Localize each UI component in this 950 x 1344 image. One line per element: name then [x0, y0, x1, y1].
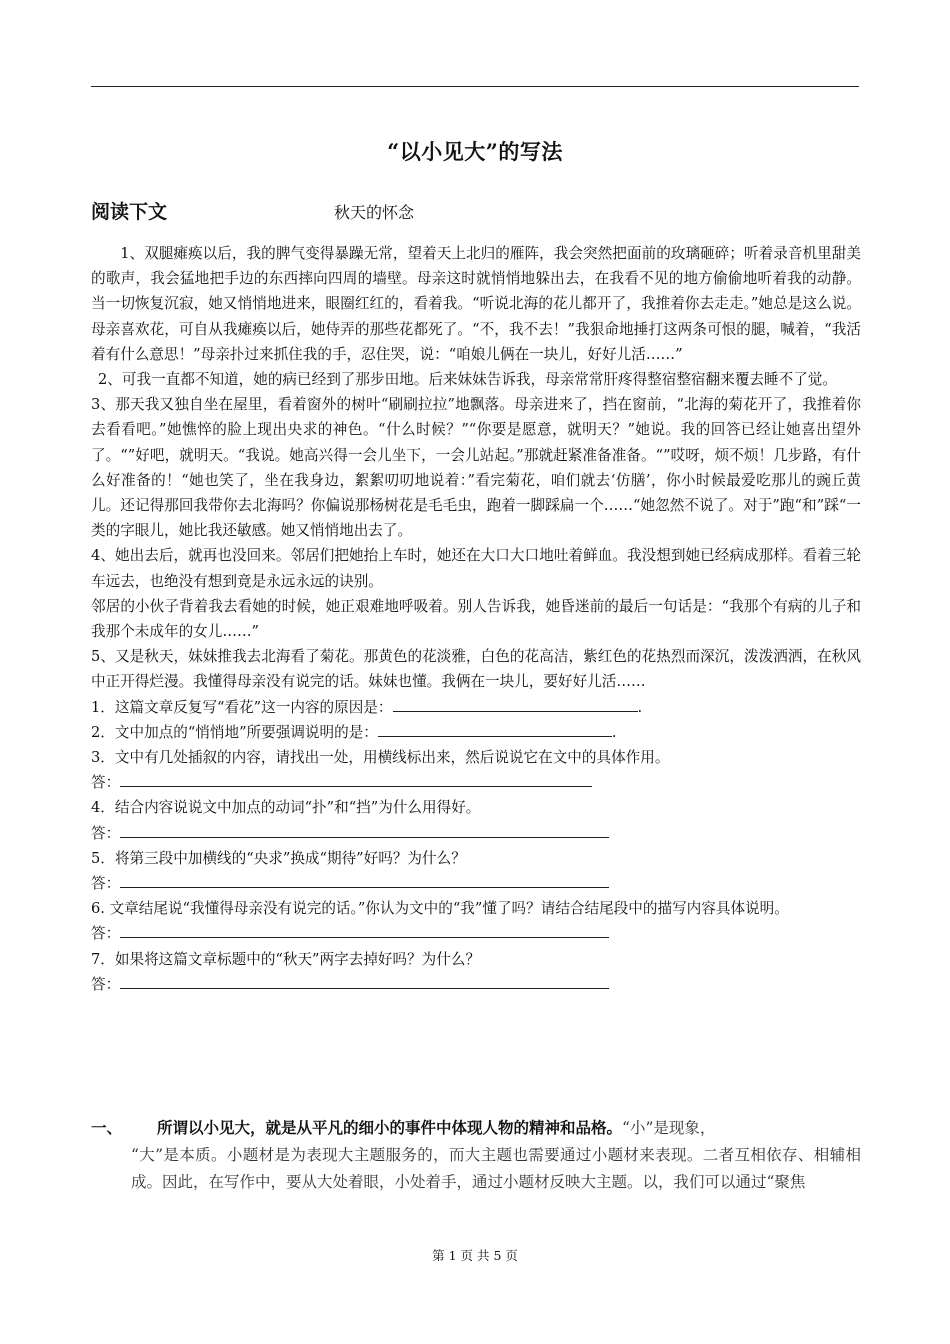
section-continuation: “大”是本质。小题材是为表现大主题服务的，而大主题也需要通过小题材来表现。二者互相依存、相辅相成。因此，在写作中，要从大处着眼，小处着手，通过小题材反映大主题。以，我们可以通过“聚焦: [131, 1146, 861, 1191]
question-1: [91, 695, 861, 720]
answer-blank-2[interactable]: [378, 722, 612, 737]
section-1-first-line: [91, 1114, 861, 1142]
page-title: “以小见大”的写法: [387, 139, 563, 164]
question-7: 7．如果将这篇文章标题中的“秋天”两字去掉好吗？为什么？: [91, 950, 481, 968]
question-3: 3．文中有几处插叙的内容，请找出一处，用横线标出来，然后说说它在文中的具体作用。: [91, 749, 670, 767]
answer-5-label: 答：: [91, 875, 121, 893]
section-number: 一、: [91, 1118, 123, 1137]
answer-3-label: 答：: [91, 774, 121, 792]
question-4: 4．结合内容说说文中加点的动词“扑”和“挡”为什么用得好。: [91, 799, 481, 817]
answer-6-row: [91, 921, 861, 946]
answer-blank-6[interactable]: [120, 923, 609, 938]
question-2: [91, 720, 861, 745]
header-rule: [91, 86, 859, 87]
paragraph-3: 3、那天我又独自坐在屋里，看着窗外的树叶“刷刷拉拉”地飘落。母亲进来了，挡在窗前，“北海的菊花开了，我推着你去看看吧。”她憔悴的脸上现出央求的神色。“什么时候？”“你要是愿意，就明天？”她说。我的回答已经让她喜出望外了。“”好吧，就明天。“我说。她高兴得一会儿坐下，一会儿站起。”那就赶紧准备准备。“”哎呀，烦不烦！几步路，有什么好准备的！“她也笑了，坐在我身边，絮絮叨叨地说着：”看完菊花，咱们就去‘仿膳’，你小时候最爱吃那儿的豌丘黄儿。还记得那回我带你去北海吗？你偏说那杨树花是毛毛虫，跑着一脚踩扁一个……“她忽然不说了。对于”跑“和”踩“一类的字眼儿，她比我还敏感。她又悄悄地出去了。: [91, 396, 861, 540]
answer-4-row: [91, 821, 861, 846]
answer-blank-5[interactable]: [120, 873, 609, 888]
question-6: 6. 文章结尾说“我懂得母亲没有说完的话。”你认为文中的“我”懂了吗？请结合结尾段中的描写内容具体说明。: [91, 900, 789, 918]
question-2-end: .: [611, 723, 617, 741]
essay-title: 秋天的怀念: [334, 203, 415, 222]
page-footer: 第 1 页 共 5 页: [432, 1248, 518, 1263]
answer-6-label: 答：: [91, 925, 121, 943]
reading-label: 阅读下文: [91, 201, 168, 223]
answer-blank-1[interactable]: [393, 697, 638, 712]
answer-blank-3[interactable]: [120, 772, 592, 787]
answer-3-row: [91, 770, 861, 795]
answer-5-row: [91, 871, 861, 896]
section-1: [91, 1114, 861, 1196]
paragraph-2: 2、可我一直都不知道，她的病已经到了那步田地。后来妹妹告诉我，母亲常常肝疼得整宿整宿翻来覆去睡不了觉。: [98, 371, 837, 389]
paragraph-1: 1、双腿瘫痪以后，我的脾气变得暴躁无常，望着天上北归的雁阵，我会突然把面前的玫璃砸碎；听着录音机里甜美的歌声，我会猛地把手边的东西摔向四周的墙壁。母亲这时就悄悄地躲出去，在我看不见的地方偷偷地听着我的动静。当一切恢复沉寂，她又悄悄地进来，眼圈红红的，看着我。“听说北海的花儿都开了，我推着你去走走。”她总是这么说。母亲喜欢花，可自从我瘫痪以后，她侍弄的那些花都死了。“不，我不去！”我狠命地捶打这两条可恨的腿，喊着，“我活着有什么意思！”母亲扑过来抓住我的手，忍住哭，说：“咱娘儿俩在一块儿，好好儿活……”: [91, 245, 861, 363]
answer-7-row: [91, 972, 861, 997]
paragraph-5: 5、又是秋天，妹妹推我去北海看了菊花。那黄色的花淡雅，白色的花高洁，紫红色的花热烈而深沉，泼泼洒洒，在秋风中正开得烂漫。我懂得母亲没有说完的话。妹妹也懂。我俩在一块儿，要好好儿活……: [91, 648, 861, 691]
question-1-end: .: [637, 698, 643, 716]
paragraph-4: 4、她出去后，就再也没回来。邻居们把她抬上车时，她还在大口大口地吐着鲜血。我没想到她已经病成那样。看着三轮车远去，也绝没有想到竟是永远永远的诀别。: [91, 547, 861, 590]
answer-blank-4[interactable]: [120, 823, 609, 838]
paragraph-4b: 邻居的小伙子背着我去看她的时候，她正艰难地呼吸着。别人告诉我，她昏迷前的最后一句话是：“我那个有病的儿子和我那个未成年的女儿……”: [91, 597, 861, 641]
question-1-text: 1．这篇文章反复写“看花”这一内容的原因是：: [91, 698, 393, 716]
answer-blank-7[interactable]: [120, 974, 609, 989]
answer-4-label: 答：: [91, 824, 121, 842]
question-5: 5．将第三段中加横线的“央求”换成“期待”好吗？为什么？: [91, 849, 466, 867]
section-lead: 所谓以小见大，就是从平凡的细小的事件中体现人物的精神和品格。: [157, 1118, 623, 1137]
essay-body: [91, 241, 861, 997]
answer-7-label: 答：: [91, 975, 121, 993]
question-2-text: 2．文中加点的“悄悄地”所要强调说明的是：: [91, 723, 378, 741]
section-rest: “小”是现象，: [622, 1119, 716, 1137]
